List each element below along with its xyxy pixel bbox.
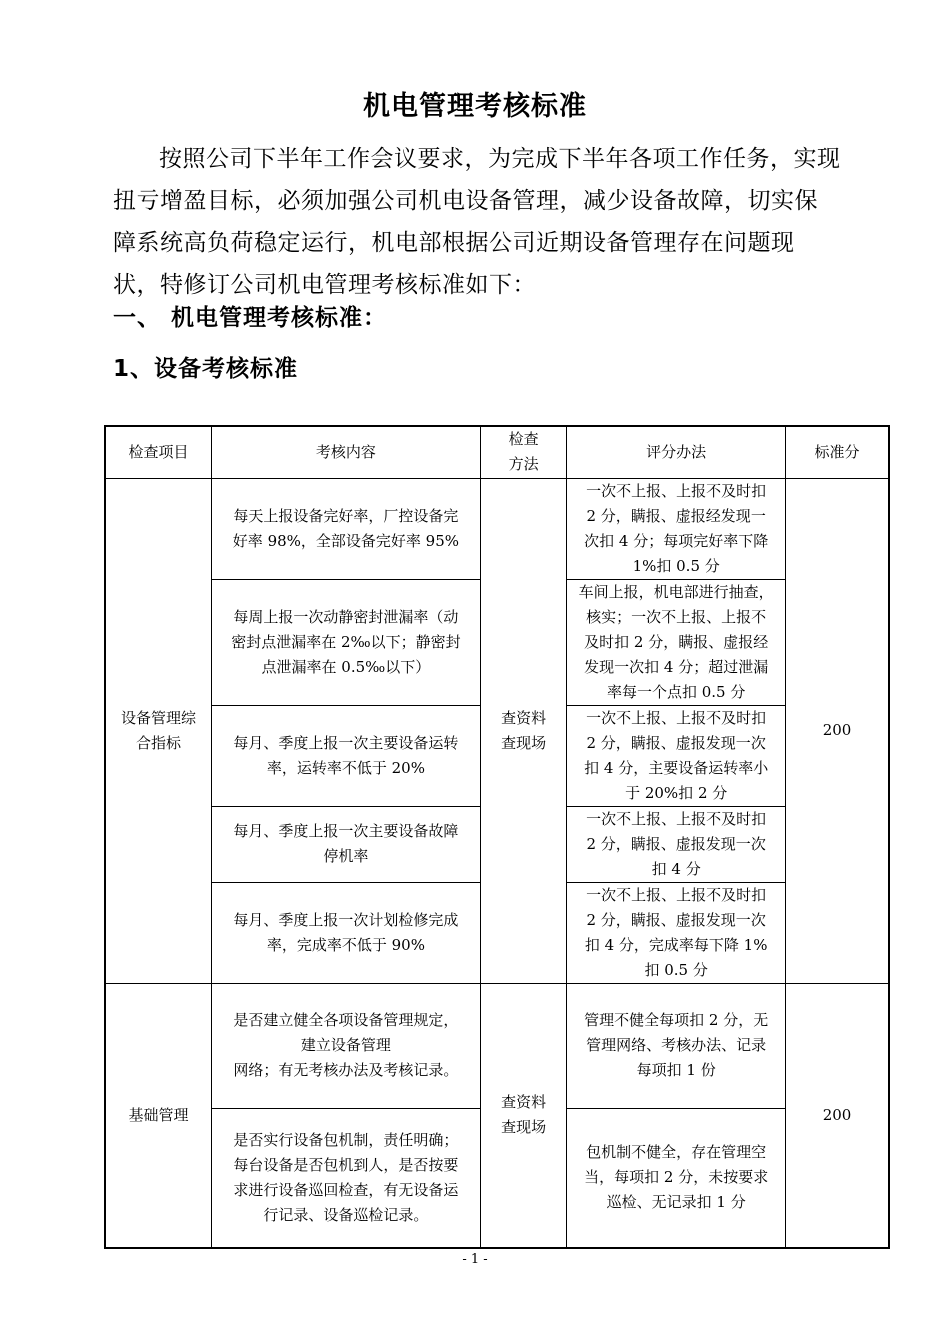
content-cell: 每月、季度上报一次主要设备故障 停机率: [211, 806, 480, 882]
check-item-cell: 基础管理: [105, 983, 211, 1248]
header-scoring: 评分办法: [567, 426, 786, 478]
header-content: 考核内容: [211, 426, 480, 478]
scoring-cell: 一次不上报、上报不及时扣 2 分，瞒报、虚报发现一次 扣 4 分，主要设备运转率小 于 20%扣 2 分: [567, 705, 786, 806]
check-item-cell: 设备管理综 合指标: [105, 478, 211, 983]
header-item: 检查项目: [105, 426, 211, 478]
score-cell: 200: [786, 983, 889, 1248]
table-row: [105, 983, 889, 1108]
scoring-cell: 一次不上报、上报不及时扣 2 分，瞒报、虚报发现一次 扣 4 分，完成率每下降 1% 扣 0.5 分: [567, 882, 786, 983]
subsection-heading: 1、设备考核标准: [113, 356, 299, 382]
scoring-cell: 车间上报，机电部进行抽查， 核实；一次不上报、上报不 及时扣 2 分，瞒报、虚报经 发现一次扣 4 分；超过泄漏 率每一个点扣 0.5 分: [567, 579, 786, 705]
header-method: 检查 方法: [480, 426, 566, 478]
method-cell: 查资料 查现场: [480, 983, 566, 1248]
scoring-cell: 一次不上报、上报不及时扣 2 分，瞒报、虚报发现一次 扣 4 分: [567, 806, 786, 882]
method-cell: 查资料 查现场: [480, 478, 566, 983]
content-cell: 是否建立健全各项设备管理规定， 建立设备管理 网络；有无考核办法及考核记录。: [211, 983, 480, 1108]
content-cell: 是否实行设备包机制，责任明确； 每台设备是否包机到人，是否按要 求进行设备巡回检查，有无设备运 行记录、设备巡检记录。: [211, 1108, 480, 1248]
content-cell: 每月、季度上报一次主要设备运转 率，运转率不低于 20%: [211, 705, 480, 806]
section-number: 一、: [113, 305, 161, 331]
content-cell: 每周上报一次动静密封泄漏率（动 密封点泄漏率在 2‰以下；静密封 点泄漏率在 0.5‰以下）: [211, 579, 480, 705]
header-score: 标准分: [786, 426, 889, 478]
content-cell: 每天上报设备完好率，厂控设备完 好率 98%，全部设备完好率 95%: [211, 478, 480, 579]
scoring-cell: 管理不健全每项扣 2 分，无 管理网络、考核办法、记录 每项扣 1 份: [567, 983, 786, 1108]
scoring-cell: 一次不上报、上报不及时扣 2 分，瞒报、虚报经发现一 次扣 4 分；每项完好率下降 1%扣 0.5 分: [567, 478, 786, 579]
table-header-row: [105, 426, 889, 478]
score-cell: 200: [786, 478, 889, 983]
section-heading: [113, 299, 387, 332]
document-title: 机电管理考核标准: [363, 91, 587, 122]
page-number: - 1 -: [462, 1252, 488, 1267]
scoring-cell: 包机制不健全，存在管理空 当，每项扣 2 分，未按要求 巡检、无记录扣 1 分: [567, 1108, 786, 1248]
table-row: [105, 478, 889, 579]
assessment-table: [104, 425, 890, 1249]
content-cell: 每月、季度上报一次计划检修完成 率，完成率不低于 90%: [211, 882, 480, 983]
section-label: 机电管理考核标准：: [171, 305, 387, 331]
intro-paragraph: 按照公司下半年工作会议要求，为完成下半年各项工作任务，实现扭亏增盈目标，必须加强公司机电设备管理，减少设备故障，切实保障系统高负荷稳定运行，机电部根据公司近期设备管理存在问题现状，特修订公司机电管理考核标准如下：: [113, 146, 841, 298]
